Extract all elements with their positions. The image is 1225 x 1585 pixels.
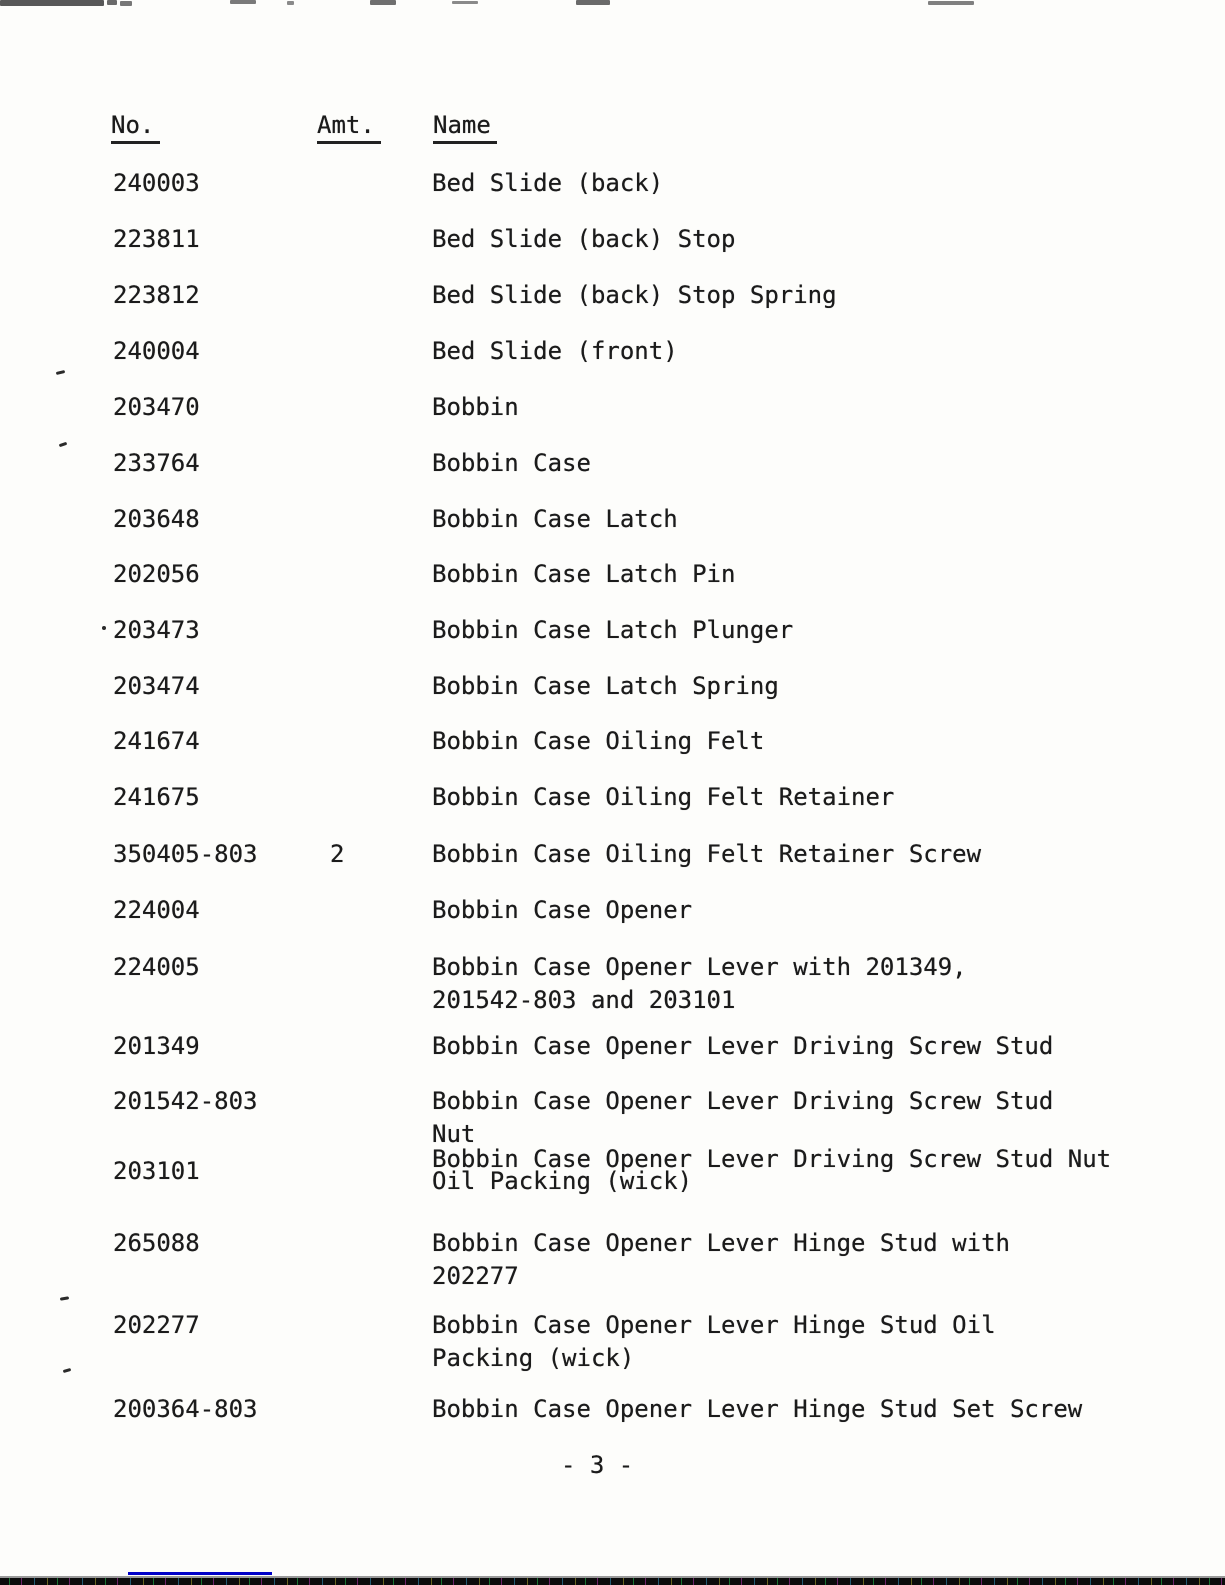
column-header-amt: Amt. bbox=[317, 112, 381, 144]
part-number: 350405-803 bbox=[113, 840, 258, 868]
scan-artifact bbox=[230, 0, 256, 4]
part-number: 223812 bbox=[113, 281, 200, 309]
part-name bbox=[432, 226, 1172, 259]
scan-artifact bbox=[120, 1, 132, 6]
part-name bbox=[432, 1033, 1172, 1066]
part-name-line: Bobbin Case Latch bbox=[432, 505, 678, 533]
part-name-line: Bobbin Case Opener Lever Driving Screw Stud bbox=[432, 1087, 1054, 1115]
part-name-line: Bobbin Case bbox=[432, 449, 591, 477]
part-name-line: Bobbin Case Latch Plunger bbox=[432, 616, 794, 644]
part-number: 224005 bbox=[113, 953, 200, 981]
part-name-line: Bobbin Case Opener bbox=[432, 896, 693, 924]
part-name bbox=[432, 282, 1172, 315]
part-number: 241674 bbox=[113, 727, 200, 755]
part-name-line: Bed Slide (front) bbox=[432, 337, 678, 365]
part-name bbox=[432, 1396, 1172, 1429]
part-number: 203648 bbox=[113, 505, 200, 533]
scan-artifact bbox=[107, 0, 117, 5]
part-number: 203101 bbox=[113, 1157, 200, 1185]
scan-artifact bbox=[0, 0, 104, 6]
scan-line-blue bbox=[128, 1572, 272, 1575]
part-name-line: Bed Slide (back) bbox=[432, 169, 664, 197]
part-name-line: Bed Slide (back) Stop Spring bbox=[432, 281, 837, 309]
scan-mark bbox=[56, 370, 65, 375]
part-number: 240004 bbox=[113, 337, 200, 365]
part-name-line: Packing (wick) bbox=[432, 1344, 635, 1372]
scan-mark bbox=[60, 1296, 69, 1301]
column-header-name: Name bbox=[433, 112, 497, 144]
column-header-no: No. bbox=[111, 112, 160, 144]
scan-mark bbox=[63, 1368, 72, 1373]
part-name bbox=[432, 673, 1172, 706]
part-name bbox=[432, 1230, 1172, 1296]
part-number: 241675 bbox=[113, 783, 200, 811]
scan-artifact bbox=[576, 0, 610, 5]
part-name-line: Bed Slide (back) Stop bbox=[432, 225, 736, 253]
part-name-line: Bobbin Case Opener Lever Hinge Stud Set Screw bbox=[432, 1395, 1083, 1423]
part-number: 223811 bbox=[113, 225, 200, 253]
part-name-line: Bobbin Case Opener Lever Hinge Stud with bbox=[432, 1229, 1010, 1257]
part-name bbox=[432, 394, 1172, 427]
part-number: 203470 bbox=[113, 393, 200, 421]
part-name-line: Bobbin Case Latch Spring bbox=[432, 672, 779, 700]
part-name-line: 202277 bbox=[432, 1262, 519, 1290]
part-name-line: 201542-803 and 203101 bbox=[432, 986, 736, 1014]
part-name-line: Bobbin Case Opener Lever Hinge Stud Oil bbox=[432, 1311, 996, 1339]
scan-mark bbox=[102, 626, 106, 630]
part-name-line: Bobbin Case Oiling Felt bbox=[432, 727, 765, 755]
part-number: 202056 bbox=[113, 560, 200, 588]
part-name-line: Bobbin Case Oiling Felt Retainer Screw bbox=[432, 840, 982, 868]
part-number: 200364-803 bbox=[113, 1395, 258, 1423]
scan-artifact bbox=[452, 1, 478, 4]
part-name-line: Bobbin Case Opener Lever with 201349, bbox=[432, 953, 967, 981]
part-number: 224004 bbox=[113, 896, 200, 924]
scan-artifact bbox=[287, 1, 294, 5]
scan-artifact-bottom-bar bbox=[0, 1578, 1225, 1585]
part-number: 203473 bbox=[113, 616, 200, 644]
part-number: 240003 bbox=[113, 169, 200, 197]
part-number: 203474 bbox=[113, 672, 200, 700]
part-name bbox=[432, 897, 1172, 930]
part-name-line: Bobbin Case Opener Lever Driving Screw Stud bbox=[432, 1032, 1054, 1060]
part-name-line: Bobbin bbox=[432, 393, 519, 421]
part-number: 233764 bbox=[113, 449, 200, 477]
part-name-line: Oil Packing (wick) bbox=[432, 1167, 693, 1195]
part-name bbox=[432, 954, 1172, 1020]
part-name bbox=[432, 506, 1172, 539]
scan-artifact bbox=[370, 0, 396, 5]
part-name bbox=[432, 728, 1172, 761]
part-name bbox=[432, 450, 1172, 483]
part-name bbox=[432, 561, 1172, 594]
part-name bbox=[432, 784, 1172, 817]
part-name-line: Bobbin Case Oiling Felt Retainer bbox=[432, 783, 895, 811]
part-name bbox=[432, 338, 1172, 371]
part-name-line: Bobbin Case Opener Lever Driving Screw Stud Nut bbox=[432, 1145, 1112, 1173]
part-name bbox=[432, 617, 1172, 650]
part-number: 201542-803 bbox=[113, 1087, 258, 1115]
scan-artifact bbox=[928, 1, 974, 5]
scan-mark bbox=[59, 442, 68, 447]
part-name bbox=[432, 1312, 1172, 1378]
part-name-line: Bobbin Case Latch Pin bbox=[432, 560, 736, 588]
part-name bbox=[432, 1145, 1172, 1195]
part-name-line: Nut bbox=[432, 1120, 476, 1148]
part-number: 265088 bbox=[113, 1229, 200, 1257]
part-name bbox=[432, 841, 1172, 874]
part-number: 201349 bbox=[113, 1032, 200, 1060]
part-name bbox=[432, 170, 1172, 203]
part-number: 202277 bbox=[113, 1311, 200, 1339]
page-number: - 3 - bbox=[561, 1451, 634, 1479]
part-amount: 2 bbox=[330, 840, 345, 868]
